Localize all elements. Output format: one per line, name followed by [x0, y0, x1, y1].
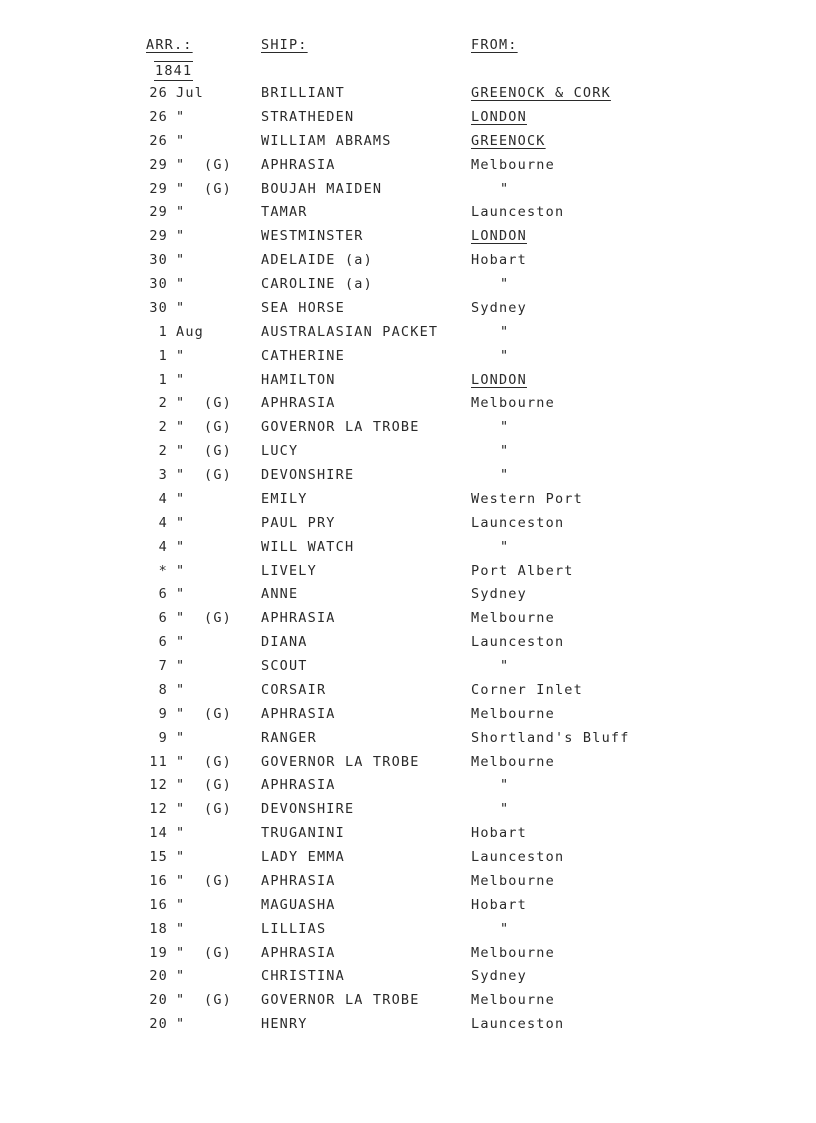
arrival-month: ": [176, 634, 186, 651]
origin-port: ": [500, 180, 510, 197]
arrival-month: ": [176, 490, 186, 507]
table-row: [0, 657, 816, 681]
origin-port: Hobart: [471, 825, 527, 842]
origin-port: ": [500, 801, 510, 818]
ship-name: CATHERINE: [261, 347, 345, 364]
table-row: [0, 323, 816, 347]
government-vessel-mark: (G): [204, 419, 232, 436]
government-vessel-mark: (G): [204, 872, 232, 889]
ship-name: MAGUASHA: [261, 896, 336, 913]
origin-port: Launceston: [471, 849, 565, 865]
table-row: [0, 920, 816, 944]
table-row: [0, 753, 816, 777]
arrival-day: 29: [149, 180, 168, 197]
origin-port: ": [500, 347, 510, 364]
arrival-month: ": [176, 132, 186, 149]
arrival-month: ": [176, 108, 186, 125]
table-row: [0, 776, 816, 800]
government-vessel-mark: (G): [204, 705, 232, 722]
ship-name: TRUGANINI: [261, 825, 345, 842]
arrival-month: ": [176, 777, 186, 794]
arrival-day: 26: [149, 132, 168, 149]
table-row: [0, 180, 816, 204]
table-row: [0, 705, 816, 729]
ship-name: ADELAIDE (a): [261, 252, 373, 269]
ship-name: DEVONSHIRE: [261, 801, 355, 818]
ship-name: PAUL PRY: [261, 514, 336, 531]
table-row: [0, 991, 816, 1015]
arrival-day: 16: [149, 896, 168, 913]
ship-name: APHRASIA: [261, 395, 336, 412]
arrival-day: 11: [149, 753, 168, 770]
origin-port: ": [500, 467, 510, 483]
ship-name: SEA HORSE: [261, 299, 345, 316]
arrival-day: 4: [158, 514, 168, 531]
arrival-day: 20: [149, 992, 168, 1009]
government-vessel-mark: (G): [204, 610, 232, 627]
arrival-month: ": [176, 896, 186, 913]
ship-name: APHRASIA: [261, 944, 336, 961]
ship-name: WILLIAM ABRAMS: [261, 132, 392, 149]
arrival-month: ": [176, 920, 186, 937]
arrival-day: 8: [158, 681, 168, 698]
arrival-day: 16: [149, 872, 168, 889]
ship-name: GOVERNOR LA TROBE: [261, 753, 420, 770]
arrival-day: 2: [158, 395, 168, 412]
arrival-day: 6: [158, 634, 168, 651]
government-vessel-mark: (G): [204, 944, 232, 961]
origin-port: Launceston: [471, 1016, 565, 1033]
ship-name: EMILY: [261, 490, 308, 507]
ship-name: TAMAR: [261, 204, 308, 221]
origin-port: Launceston: [471, 514, 565, 531]
table-row: [0, 442, 816, 466]
government-vessel-mark: (G): [204, 443, 232, 460]
origin-port: ": [500, 538, 510, 555]
arrival-day: 12: [149, 801, 168, 818]
arrival-day: 30: [149, 299, 168, 316]
table-row: [0, 132, 816, 156]
origin-port: ": [500, 419, 510, 436]
table-row: [0, 967, 816, 991]
government-vessel-mark: (G): [204, 156, 232, 173]
arrival-day: 15: [149, 849, 168, 865]
table-row: [0, 562, 816, 586]
ship-name: WILL WATCH: [261, 538, 355, 555]
arrival-month: ": [176, 729, 186, 746]
origin-port: Launceston: [471, 204, 565, 221]
arrival-month: ": [176, 538, 186, 555]
arrival-day: 19: [149, 944, 168, 961]
table-row: [0, 84, 816, 108]
arrival-month: ": [176, 705, 186, 722]
arrival-day: 7: [158, 658, 168, 674]
table-row: [0, 609, 816, 633]
arrival-month: ": [176, 753, 186, 770]
arrival-month: ": [176, 992, 186, 1009]
arrival-day: 2: [158, 419, 168, 436]
arrival-month: ": [176, 968, 186, 985]
arrival-day: 12: [149, 777, 168, 794]
arrival-day: 4: [158, 490, 168, 507]
table-row: [0, 944, 816, 968]
table-row: [0, 490, 816, 514]
arrival-day: 6: [158, 586, 168, 603]
arrival-day: 1: [158, 371, 168, 388]
origin-port: ": [500, 323, 510, 340]
origin-port: Melbourne: [471, 944, 555, 961]
table-row: [0, 1015, 816, 1039]
ship-name: APHRASIA: [261, 777, 336, 794]
ship-name: LIVELY: [261, 562, 317, 579]
arrival-month: ": [176, 610, 186, 627]
table-row: [0, 251, 816, 275]
arrival-month: ": [176, 347, 186, 364]
arrival-day: 9: [158, 729, 168, 746]
table-row: [0, 538, 816, 562]
table-row: [0, 466, 816, 490]
ship-name: AUSTRALASIAN PACKET: [261, 323, 439, 340]
ship-name: BOUJAH MAIDEN: [261, 180, 383, 197]
arrival-month: ": [176, 658, 186, 674]
table-row: [0, 227, 816, 251]
origin-port: ": [500, 920, 510, 937]
arrival-day: 26: [149, 85, 168, 101]
ship-name: CAROLINE (a): [261, 276, 373, 292]
origin-port: Melbourne: [471, 872, 555, 889]
from-column-header: FROM:: [471, 37, 518, 53]
government-vessel-mark: (G): [204, 777, 232, 794]
government-vessel-mark: (G): [204, 395, 232, 412]
origin-port: LONDON: [471, 228, 527, 245]
origin-port: Sydney: [471, 299, 527, 316]
arrival-month: ": [176, 252, 186, 269]
arrival-month: ": [176, 944, 186, 961]
arrival-day: *: [158, 562, 168, 579]
arrival-month: ": [176, 156, 186, 173]
arrival-day: 1: [158, 323, 168, 340]
origin-port: Shortland's Bluff: [471, 729, 630, 746]
year-label: 1841: [155, 63, 193, 79]
arrival-month: ": [176, 228, 186, 245]
table-row: [0, 156, 816, 180]
origin-port: Melbourne: [471, 705, 555, 722]
ship-name: APHRASIA: [261, 705, 336, 722]
arrival-day: 9: [158, 705, 168, 722]
table-row: [0, 872, 816, 896]
origin-port: ": [500, 443, 510, 460]
origin-port: Melbourne: [471, 992, 555, 1009]
arrival-month: ": [176, 276, 186, 292]
origin-port: Launceston: [471, 634, 565, 651]
table-row: [0, 514, 816, 538]
origin-port: Melbourne: [471, 610, 555, 627]
arrival-day: 18: [149, 920, 168, 937]
ship-name: LUCY: [261, 443, 299, 460]
government-vessel-mark: (G): [204, 992, 232, 1009]
origin-port: GREENOCK & CORK: [471, 85, 611, 101]
origin-port: Hobart: [471, 252, 527, 269]
origin-port: ": [500, 276, 510, 292]
origin-port: LONDON: [471, 371, 527, 388]
arrival-day: 14: [149, 825, 168, 842]
government-vessel-mark: (G): [204, 753, 232, 770]
arrival-month: ": [176, 872, 186, 889]
arrival-month: ": [176, 801, 186, 818]
government-vessel-mark: (G): [204, 801, 232, 818]
origin-port: Melbourne: [471, 395, 555, 412]
table-row: [0, 275, 816, 299]
ship-name: STRATHEDEN: [261, 108, 355, 125]
ship-name: APHRASIA: [261, 156, 336, 173]
table-row: [0, 347, 816, 371]
arrival-month: ": [176, 586, 186, 603]
ship-column-header: SHIP:: [261, 37, 308, 53]
arrival-month: ": [176, 681, 186, 698]
ship-name: LADY EMMA: [261, 849, 345, 865]
origin-port: Melbourne: [471, 156, 555, 173]
arrival-day: 30: [149, 276, 168, 292]
origin-port: Sydney: [471, 968, 527, 985]
origin-port: Sydney: [471, 586, 527, 603]
arrival-day: 20: [149, 1016, 168, 1033]
ship-name: HENRY: [261, 1016, 308, 1033]
arrival-month: ": [176, 180, 186, 197]
ship-name: RANGER: [261, 729, 317, 746]
arrival-day: 4: [158, 538, 168, 555]
arrival-month: ": [176, 299, 186, 316]
origin-port: Hobart: [471, 896, 527, 913]
ship-name: GOVERNOR LA TROBE: [261, 992, 420, 1009]
ship-name: ANNE: [261, 586, 299, 603]
origin-port: GREENOCK: [471, 132, 546, 149]
ship-name: DEVONSHIRE: [261, 467, 355, 483]
arrival-month: ": [176, 1016, 186, 1033]
table-row: [0, 585, 816, 609]
arrival-month: Jul: [176, 85, 204, 101]
arrival-month: ": [176, 514, 186, 531]
arrival-day: 29: [149, 156, 168, 173]
origin-port: Corner Inlet: [471, 681, 583, 698]
arrival-day: 20: [149, 968, 168, 985]
arrival-month: ": [176, 371, 186, 388]
origin-port: Western Port: [471, 490, 583, 507]
ship-name: LILLIAS: [261, 920, 327, 937]
table-row: [0, 848, 816, 872]
ship-name: DIANA: [261, 634, 308, 651]
table-row: [0, 418, 816, 442]
ship-name: WESTMINSTER: [261, 228, 364, 245]
table-row: [0, 681, 816, 705]
arrival-month: Aug: [176, 323, 204, 340]
ship-name: HAMILTON: [261, 371, 336, 388]
arrival-month: ": [176, 395, 186, 412]
origin-port: ": [500, 777, 510, 794]
arrival-day: 30: [149, 252, 168, 269]
ship-name: CHRISTINA: [261, 968, 345, 985]
arrival-month: ": [176, 467, 186, 483]
government-vessel-mark: (G): [204, 467, 232, 483]
ship-name: SCOUT: [261, 658, 308, 674]
table-row: [0, 824, 816, 848]
ship-name: APHRASIA: [261, 872, 336, 889]
arrival-month: ": [176, 443, 186, 460]
origin-port: Port Albert: [471, 562, 574, 579]
arrival-month: ": [176, 849, 186, 865]
arrival-day: 2: [158, 443, 168, 460]
arrivals-table: [0, 84, 816, 1039]
arrival-column-header: ARR.:: [146, 37, 193, 53]
arrival-day: 29: [149, 228, 168, 245]
arrival-month: ": [176, 825, 186, 842]
ship-name: APHRASIA: [261, 610, 336, 627]
table-row: [0, 394, 816, 418]
ship-name: BRILLIANT: [261, 85, 345, 101]
arrival-day: 6: [158, 610, 168, 627]
arrival-day: 3: [158, 467, 168, 483]
ship-name: GOVERNOR LA TROBE: [261, 419, 420, 436]
table-row: [0, 371, 816, 395]
arrival-month: ": [176, 562, 186, 579]
origin-port: Melbourne: [471, 753, 555, 770]
origin-port: LONDON: [471, 108, 527, 125]
arrival-day: 1: [158, 347, 168, 364]
table-row: [0, 896, 816, 920]
arrival-month: ": [176, 419, 186, 436]
arrival-day: 29: [149, 204, 168, 221]
table-row: [0, 800, 816, 824]
origin-port: ": [500, 658, 510, 674]
table-row: [0, 108, 816, 132]
table-row: [0, 729, 816, 753]
arrival-day: 26: [149, 108, 168, 125]
government-vessel-mark: (G): [204, 180, 232, 197]
arrival-month: ": [176, 204, 186, 221]
table-row: [0, 633, 816, 657]
table-row: [0, 203, 816, 227]
table-row: [0, 299, 816, 323]
ship-name: CORSAIR: [261, 681, 327, 698]
